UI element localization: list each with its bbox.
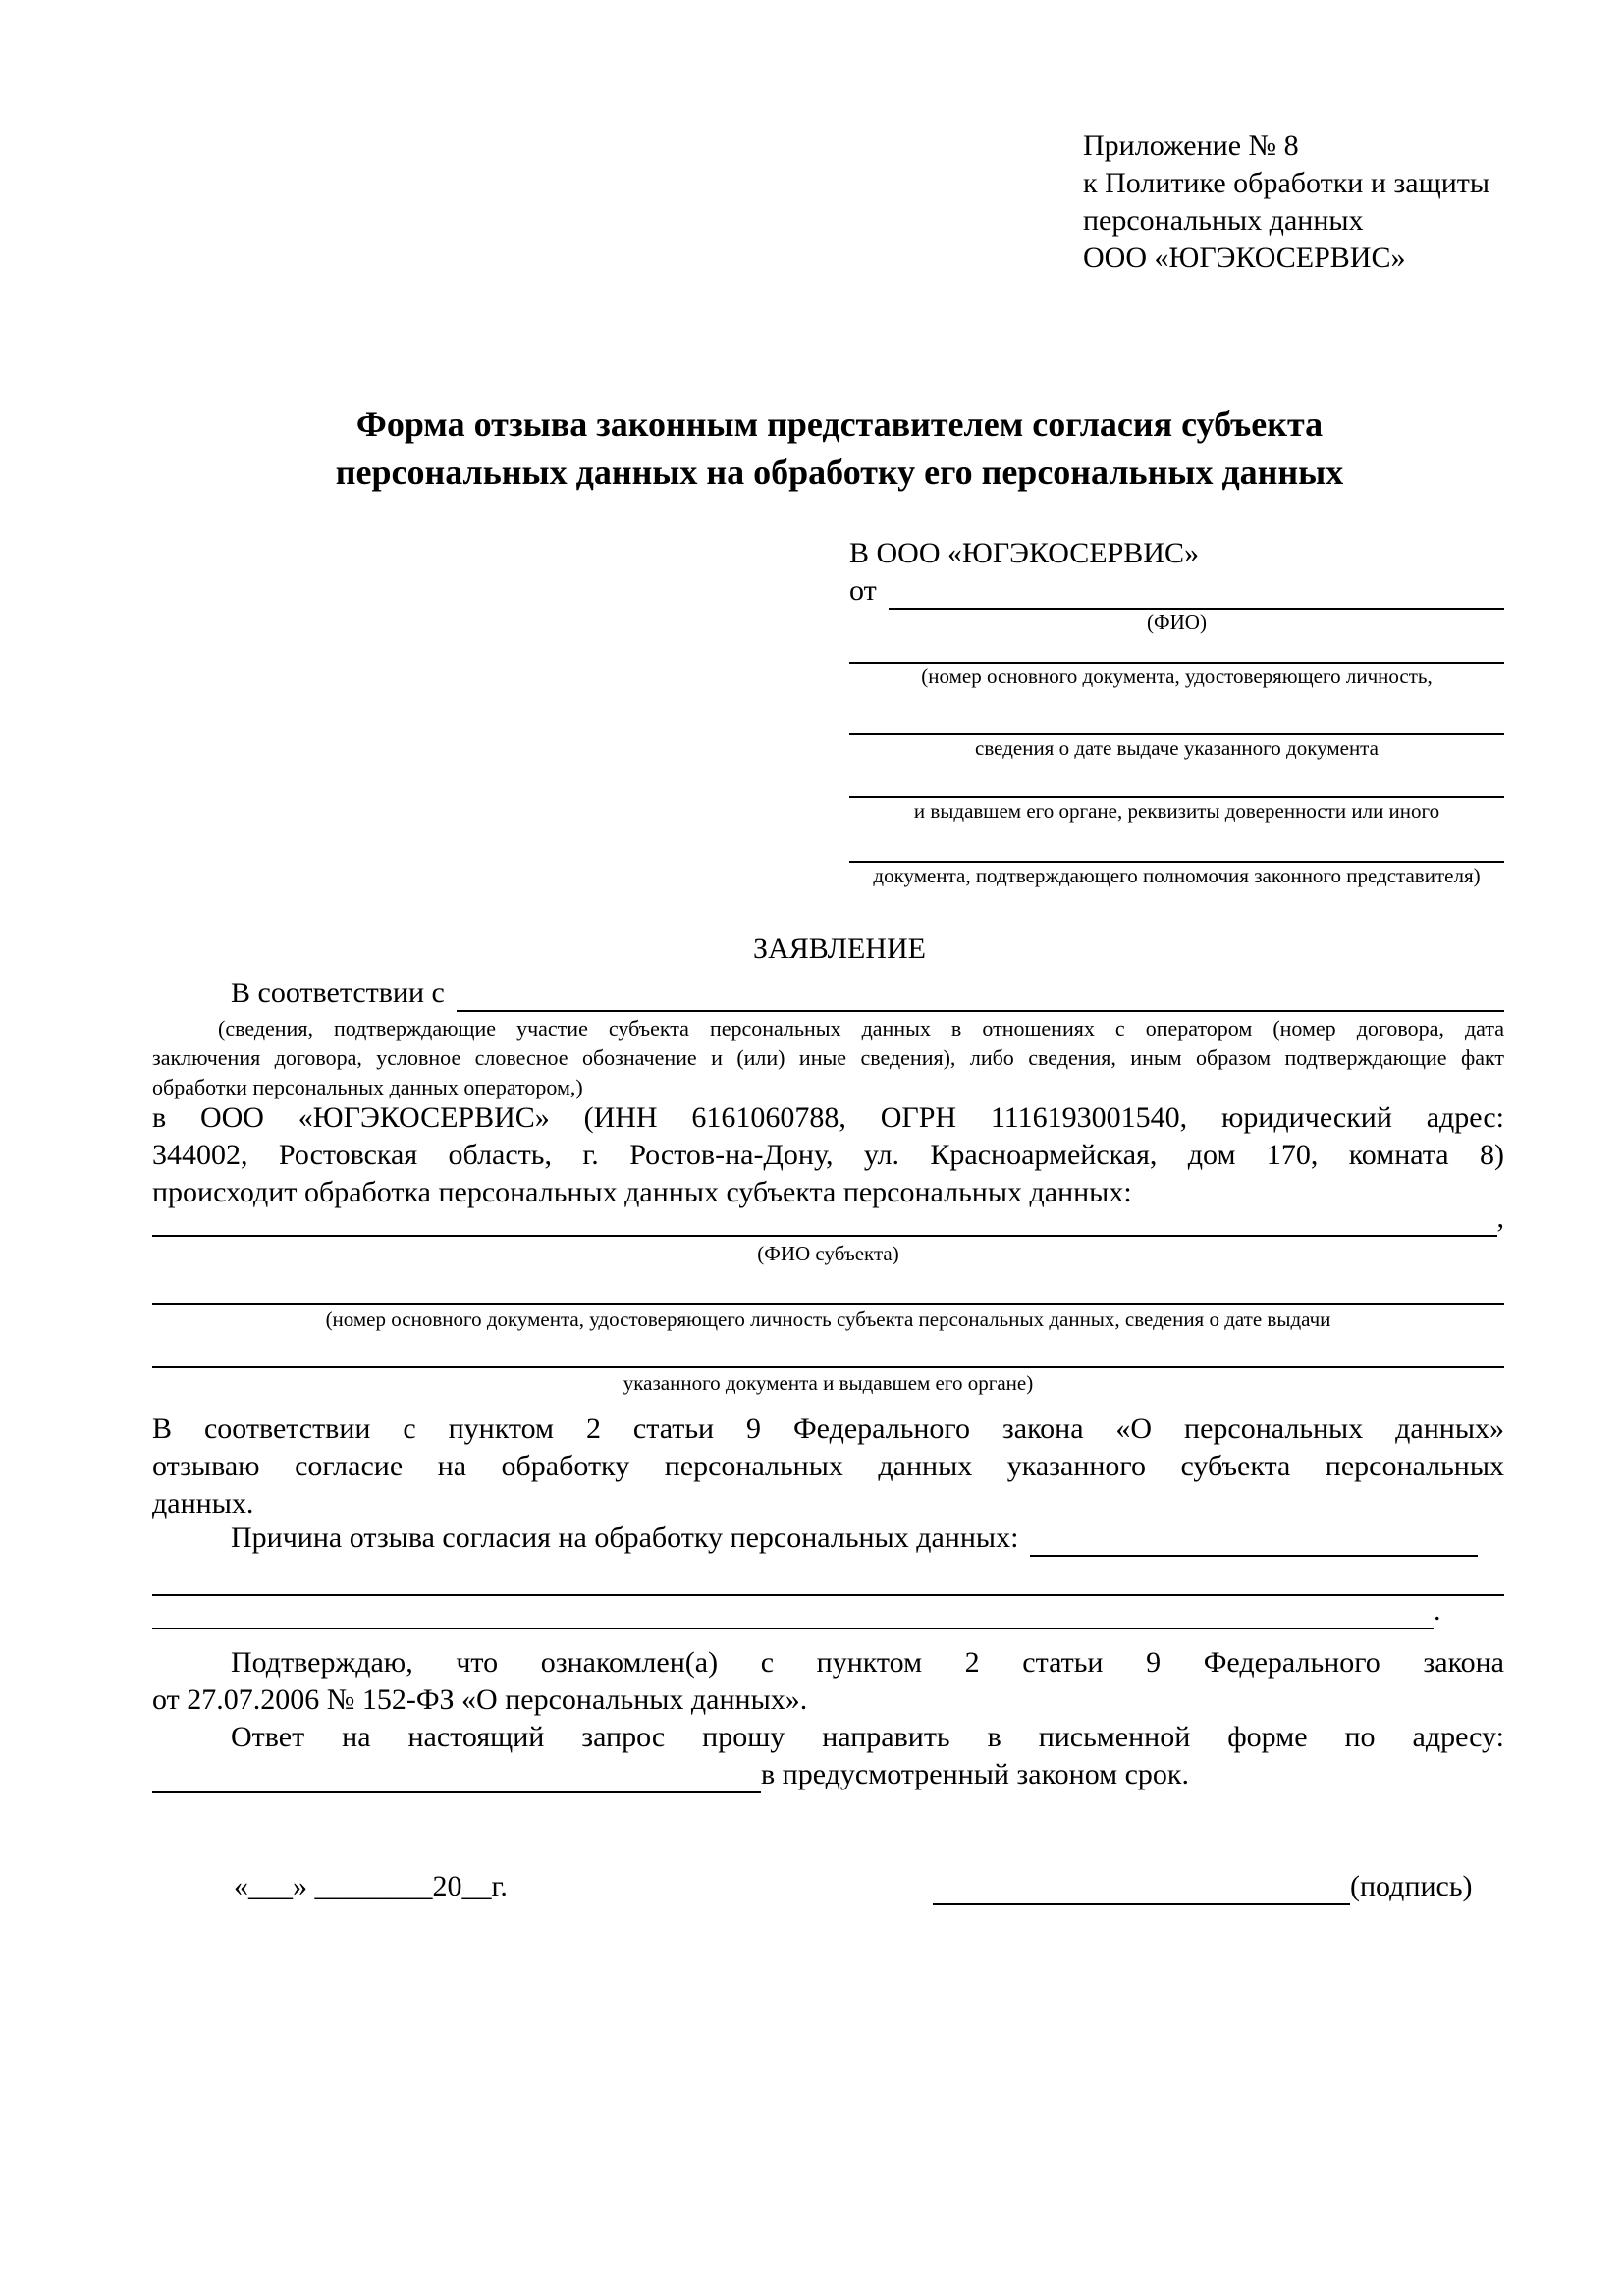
doc-caption: документа, подтверждающего полномочия законного представителя) xyxy=(873,864,1481,887)
according-row xyxy=(152,975,1504,1012)
fine-print-line: обработки персональных данных оператором,) xyxy=(152,1075,583,1099)
operator-paragraph xyxy=(152,1099,1504,1211)
subject-doc-blank-line xyxy=(152,1330,1504,1368)
withdraw-paragraph xyxy=(152,1411,1504,1522)
subject-fio-blank-line xyxy=(152,1235,1497,1237)
subject-doc-caption: (номер основного документа, удостоверяющего личность субъекта персональных данных, сведения о дате выдачи xyxy=(325,1308,1331,1331)
fine-print-line: заключения договора, условное словесное обозначение и (или) иные сведения), либо сведения, иным образом подтверждающие факт xyxy=(152,1045,1504,1070)
withdraw-paragraph-line: отзываю согласие на обработку персональных данных указанного субъекта персональных xyxy=(152,1450,1504,1482)
reason-blank-line xyxy=(1030,1555,1478,1557)
withdraw-paragraph-line: данных. xyxy=(152,1487,254,1520)
reason-label: Причина отзыва согласия на обработку персональных данных: xyxy=(231,1522,1019,1554)
period: . xyxy=(1434,1594,1441,1627)
operator-paragraph-line: в ООО «ЮГЭКОСЕРВИС» (ИНН 6161060788, ОГРН 1116193001540, юридический адрес: xyxy=(152,1101,1504,1134)
addressee-to: В ООО «ЮГЭКОСЕРВИС» xyxy=(849,537,1199,569)
from-row xyxy=(849,572,1504,610)
comma: , xyxy=(1496,1201,1504,1234)
reason-blank-line-2 xyxy=(152,1559,1504,1596)
reply-address-row xyxy=(152,1756,1504,1793)
date-blank: «___» ________20__г. xyxy=(234,1870,508,1902)
signature-blank-line xyxy=(933,1903,1350,1905)
from-label: от xyxy=(849,574,877,607)
document-title-line: Форма отзыва законным представителем согласия субъекта xyxy=(355,404,1324,444)
doc-caption: (номер основного документа, удостоверяющего личность, xyxy=(921,665,1433,688)
appendix-header xyxy=(1083,128,1489,277)
confirm-paragraph-line: Подтверждаю, что ознакомлен(а) с пунктом 2 статьи 9 Федерального закона xyxy=(231,1646,1504,1679)
subject-fio-caption: (ФИО субъекта) xyxy=(757,1242,899,1265)
reason-row xyxy=(152,1520,1478,1557)
reason-blank-row-3 xyxy=(152,1592,1504,1629)
subject-doc-blank-line xyxy=(152,1266,1504,1305)
operator-paragraph-line: 344002, Ростовская область, г. Ростов-на-Дону, ул. Красноармейская, дом 170, комната 8) xyxy=(152,1139,1504,1171)
addressee-block xyxy=(849,535,1504,888)
doc-caption: и выдавшем его органе, реквизиты доверенности или иного xyxy=(913,799,1440,823)
operator-paragraph-line: происходит обработка персональных данных субъекта персональных данных: xyxy=(152,1176,1132,1208)
reply-paragraph-line: Ответ на настоящий запрос прошу направить в письменной форме по адресу: xyxy=(231,1721,1504,1753)
reason-blank-line-3 xyxy=(152,1592,1434,1629)
according-label: В соответствии с xyxy=(231,977,445,1009)
confirm-paragraph-line: от 27.07.2006 № 152-ФЗ «О персональных данных». xyxy=(152,1683,808,1716)
appendix-header-line: ООО «ЮГЭКОСЕРВИС» xyxy=(1083,241,1406,274)
confirm-paragraph xyxy=(152,1644,1504,1719)
signature-caption: (подпись) xyxy=(1350,1870,1473,1902)
document-title-line: персональных данных на обработку его персональных данных xyxy=(335,453,1344,492)
fio-caption: (ФИО) xyxy=(1147,611,1207,634)
according-blank-line xyxy=(457,1010,1504,1012)
doc-caption: сведения о дате выдаче указанного документа xyxy=(975,736,1379,760)
subject-doc-caption: указанного документа и выдавшем его органе) xyxy=(623,1371,1034,1395)
signature-row xyxy=(933,1868,1473,1905)
fine-print xyxy=(152,1014,1504,1102)
withdraw-paragraph-line: В соответствии с пунктом 2 статьи 9 Федерального закона «О персональных данных» xyxy=(152,1413,1504,1445)
appendix-header-line: Приложение № 8 xyxy=(1083,130,1299,162)
appendix-header-line: персональных данных xyxy=(1083,204,1364,237)
appendix-header-line: к Политике обработки и защиты xyxy=(1083,167,1490,199)
subject-fio-row xyxy=(152,1200,1504,1237)
document-title xyxy=(152,400,1527,497)
fine-print-line: (сведения, подтверждающие участие субъекта персональных данных в отношениях с оператором (номер договора, дата xyxy=(218,1016,1504,1041)
reply-blank-line xyxy=(152,1791,761,1793)
statement-heading: ЗАЯВЛЕНИЕ xyxy=(753,933,926,965)
reply-tail: в предусмотренный законом срок. xyxy=(761,1758,1189,1790)
